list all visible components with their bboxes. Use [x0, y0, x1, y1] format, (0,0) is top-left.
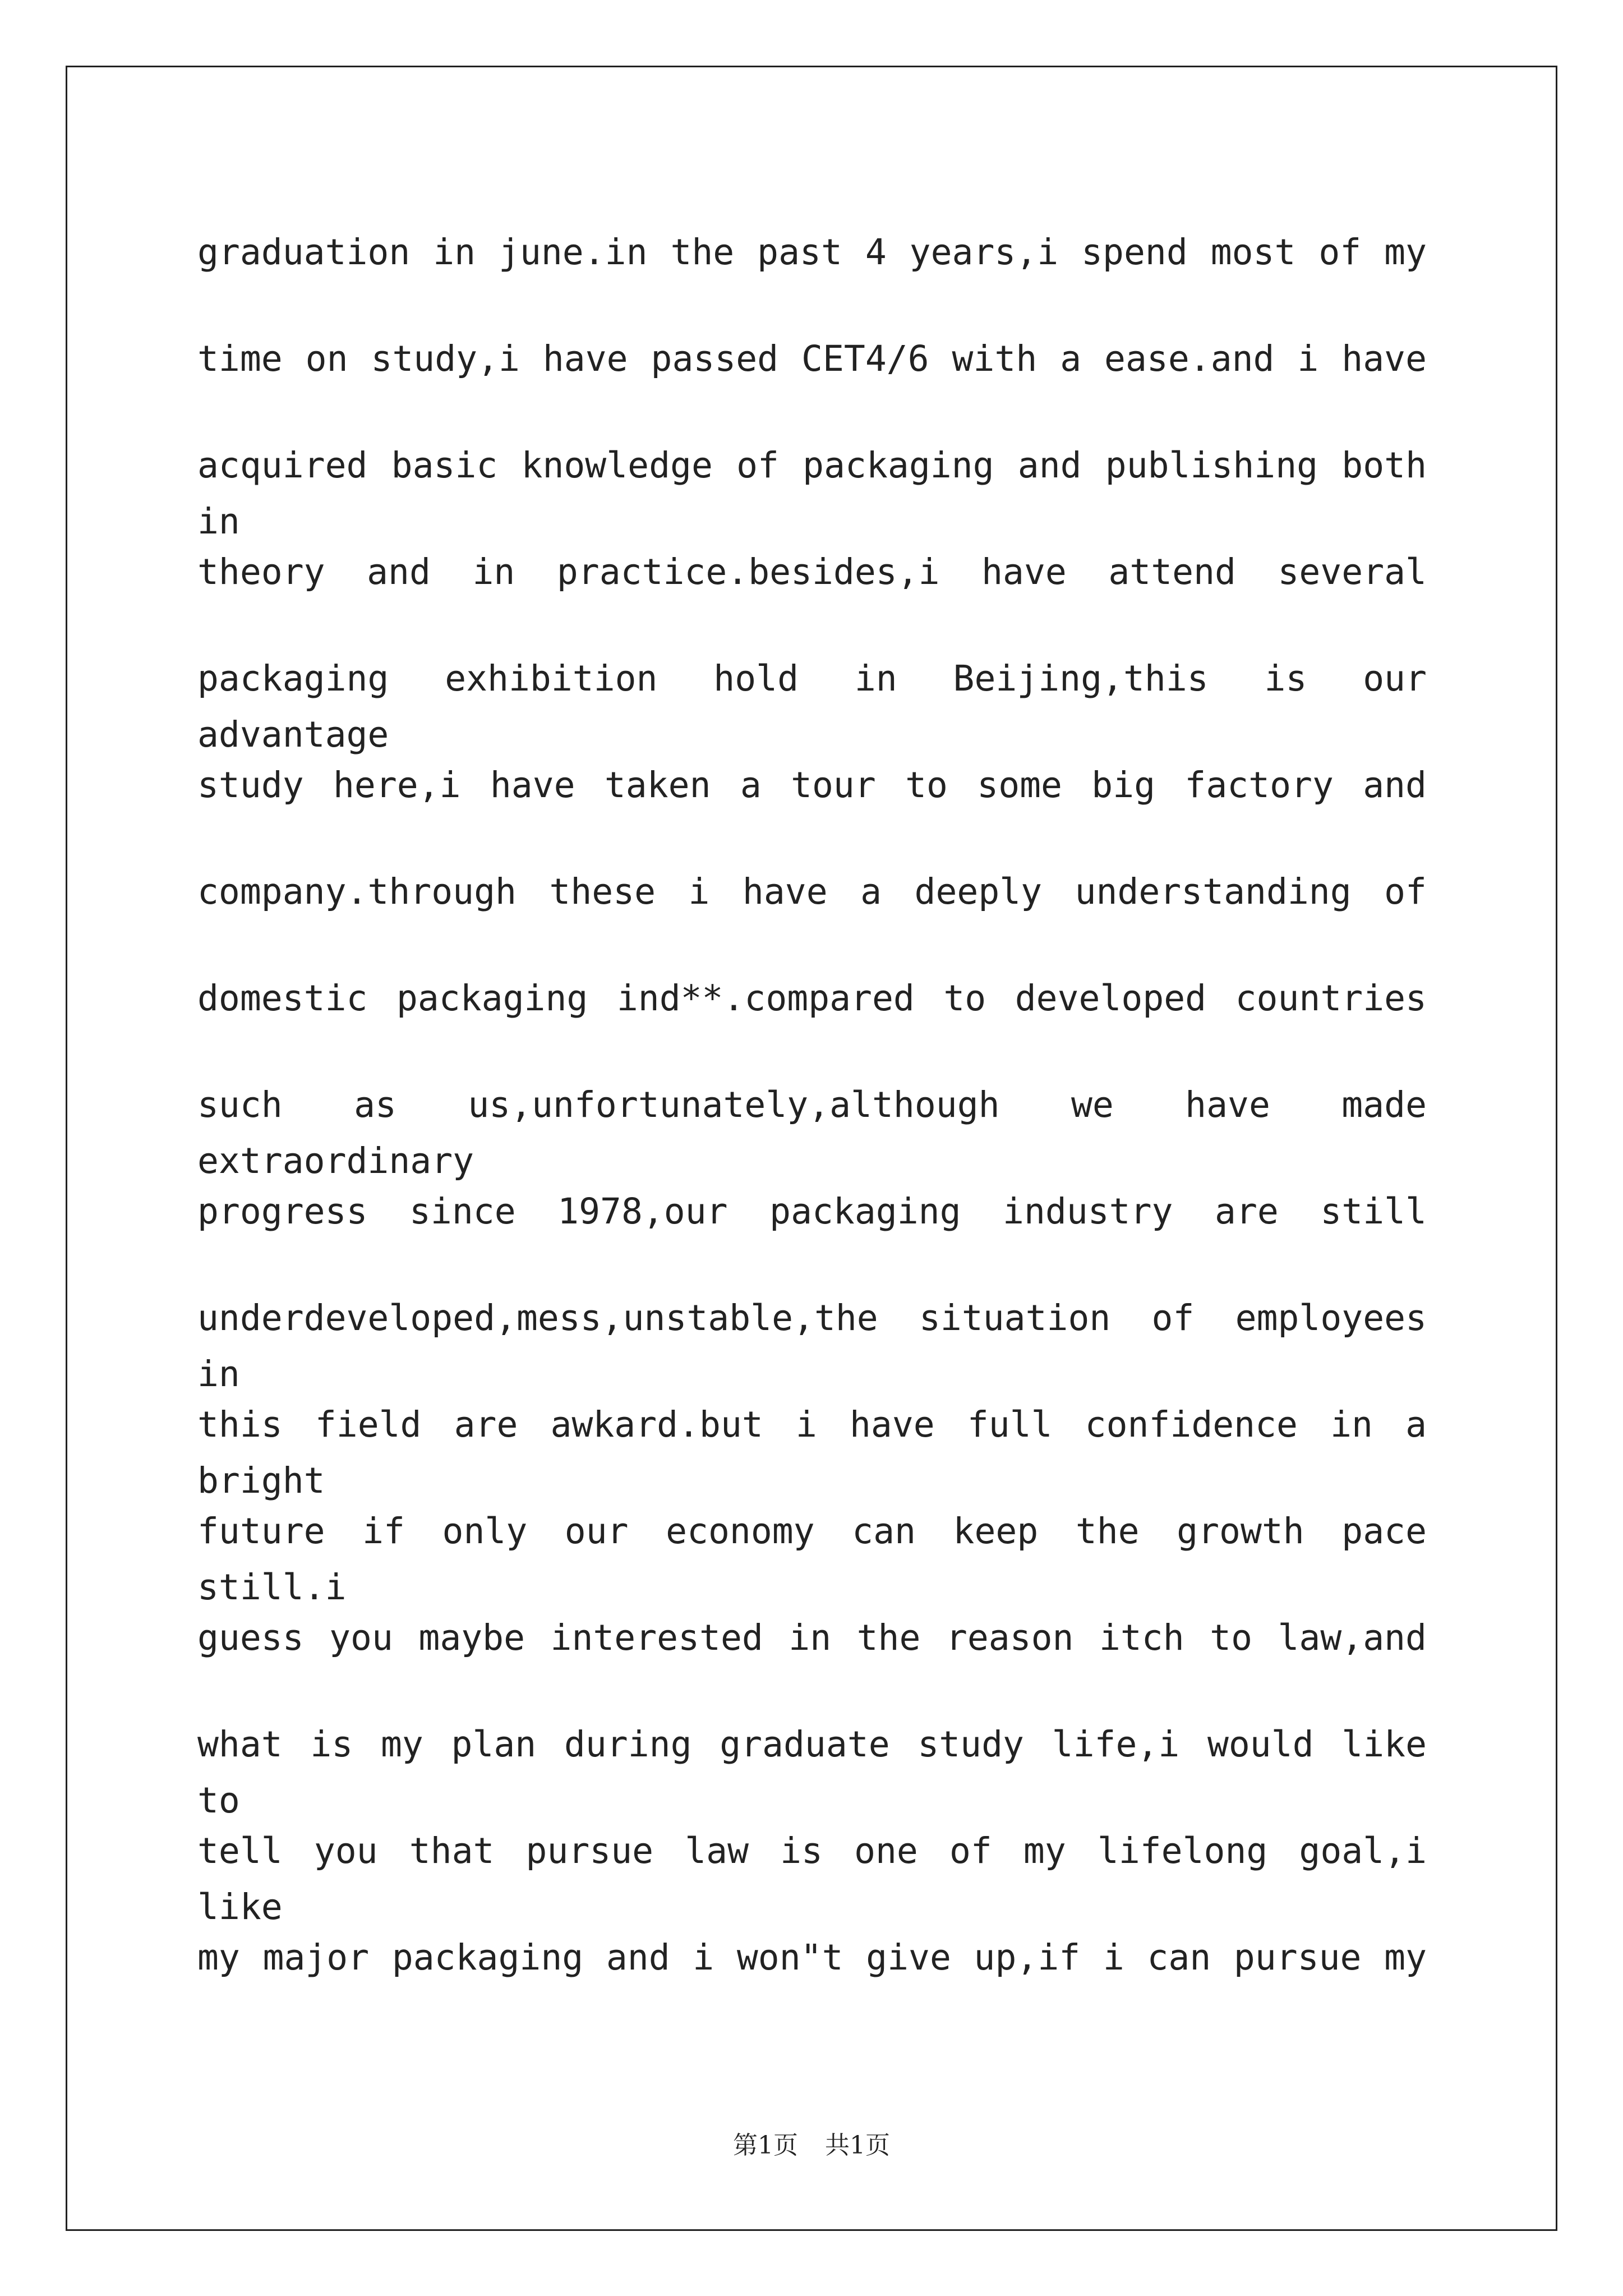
text-line: domestic packaging ind**.compared to developed countries — [197, 978, 1427, 1019]
document-body — [197, 224, 1427, 2036]
page-footer — [0, 2129, 1623, 2162]
text-line: tell you that pursue law is one of my lifelong goal,i like — [197, 1830, 1427, 1927]
page-number-current: 第1页 — [733, 2131, 798, 2160]
page-number-total: 共1页 — [825, 2131, 890, 2160]
text-line: acquired basic knowledge of packaging and publishing both in — [197, 445, 1427, 542]
text-line: theory and in practice.besides,i have attend several — [197, 551, 1427, 592]
text-line: my major packaging and i won"t give up,if i can pursue my — [197, 1937, 1427, 1978]
text-line: progress since 1978,our packaging industry are still — [197, 1191, 1427, 1232]
text-line: guess you maybe interested in the reason itch to law,and — [197, 1617, 1427, 1658]
text-line: such as us,unfortunately,although we have made extraordinary — [197, 1084, 1427, 1181]
text-line: study here,i have taken a tour to some big factory and — [197, 765, 1427, 806]
text-line: what is my plan during graduate study life,i would like to — [197, 1724, 1427, 1821]
text-line: company.through these i have a deeply understanding of — [197, 871, 1427, 912]
text-line: graduation in june.in the past 4 years,i spend most of my — [197, 232, 1427, 273]
text-line: this field are awkard.but i have full confidence in a bright — [197, 1404, 1427, 1501]
text-line: underdeveloped,mess,unstable,the situation of employees in — [197, 1297, 1427, 1395]
text-line: packaging exhibition hold in Beijing,this is our advantage — [197, 658, 1427, 755]
text-line: time on study,i have passed CET4/6 with a ease.and i have — [197, 338, 1427, 379]
text-line: future if only our economy can keep the growth pace still.i — [197, 1511, 1427, 1608]
